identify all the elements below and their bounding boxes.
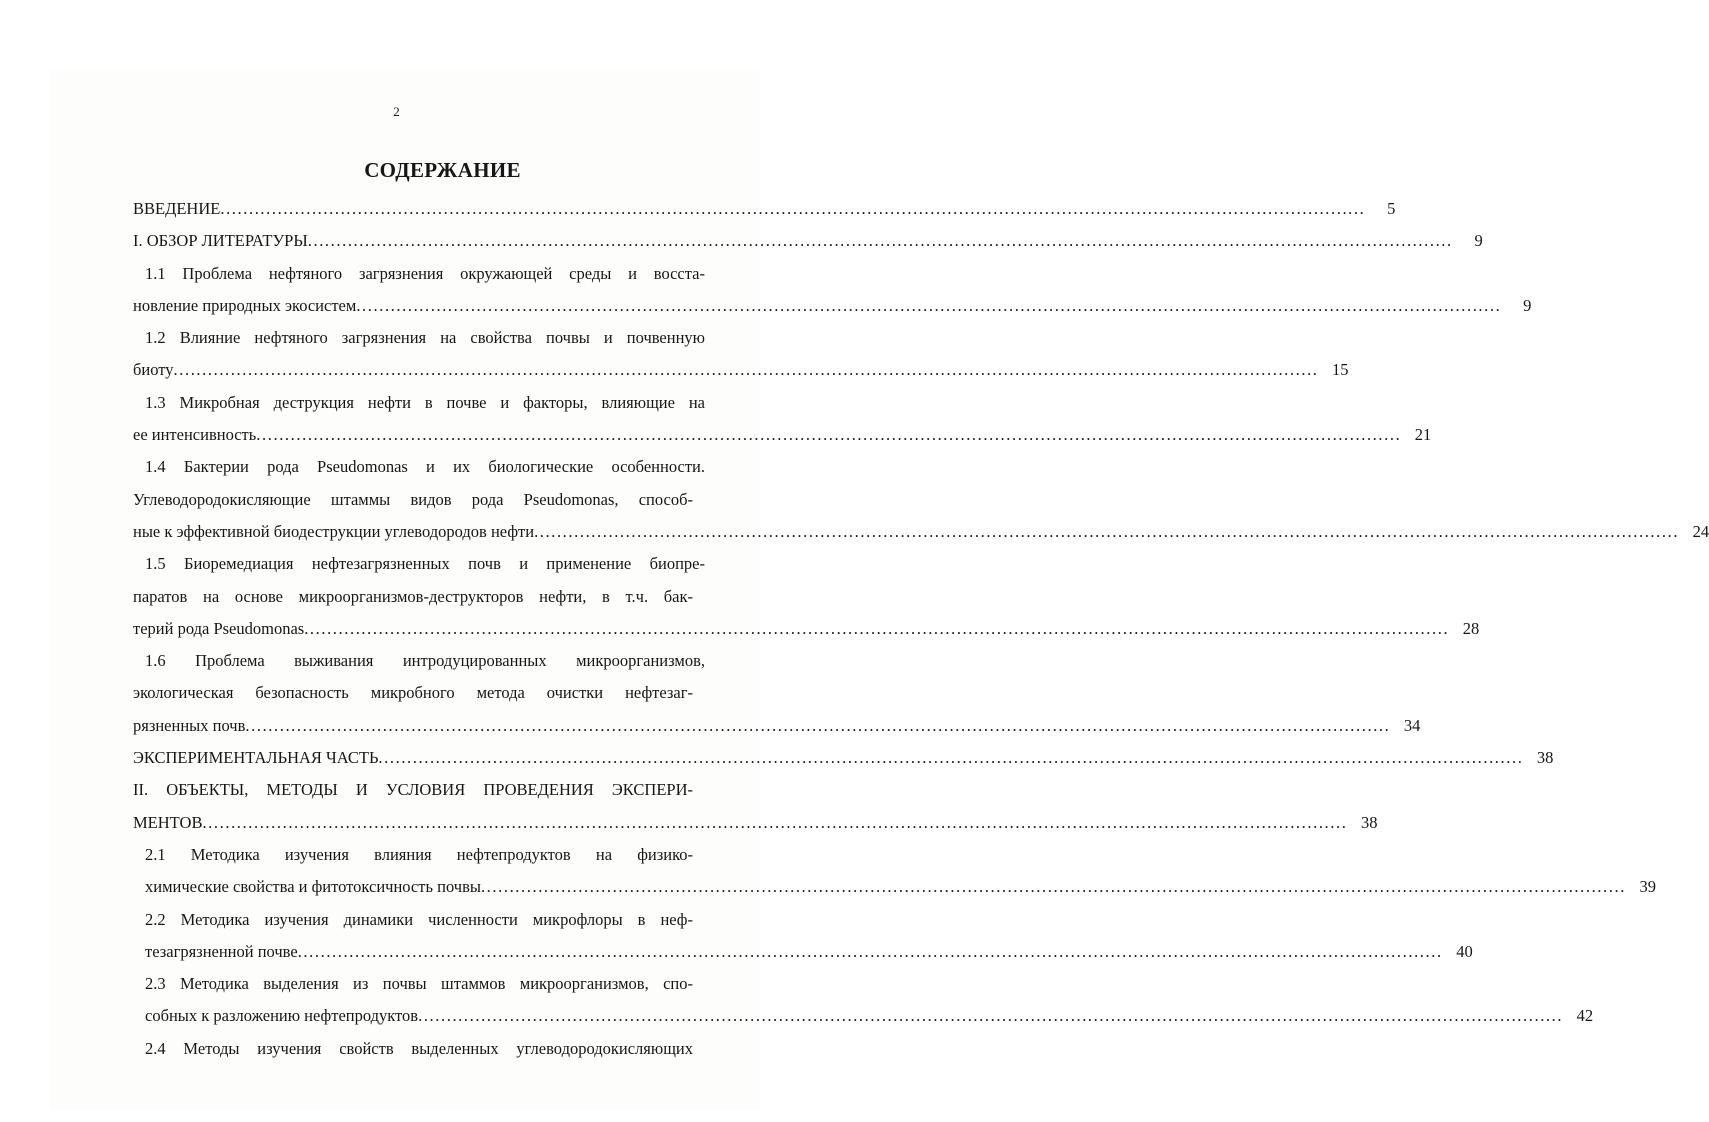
toc-entry-text: терий рода Pseudomonas: [133, 618, 305, 638]
toc-entry-page: 5: [1387, 199, 1396, 218]
toc-entry-last-line: [133, 419, 1432, 451]
toc-entry: [133, 387, 1432, 452]
toc-entry-line: 2.3 Методика выделения из почвы штаммов микроорганизмов, спо-: [145, 974, 693, 994]
toc-entry: [133, 451, 1709, 548]
toc-entry-last-line: [133, 290, 1532, 322]
toc-entry-text: ее интенсивность: [133, 425, 257, 445]
toc-entry-page: 40: [1456, 941, 1473, 961]
toc-entry-page: 21: [1414, 425, 1432, 445]
toc-entry-last-line: [133, 516, 1709, 548]
toc-entry-last-line: [133, 354, 1349, 386]
toc-entry-text: МЕНТОВ: [133, 812, 203, 832]
dot-leader: ........................................................................................................................................................................................................: [202, 812, 1348, 832]
dot-leader: ........................................................................................................................................................................................................: [418, 1006, 1564, 1026]
toc-entry: [133, 322, 1349, 387]
toc-entry-page: 9: [1474, 231, 1483, 251]
toc-entry-last-line: [133, 613, 1480, 645]
toc-entry: [133, 225, 1483, 257]
dot-leader: ........................................................................................................................................................................................................: [256, 425, 1402, 445]
dot-leader: ........................................................................................................................................................................................................: [378, 748, 1524, 768]
toc-entry-last-line: [133, 1000, 1594, 1032]
toc-entry-page: 24: [1692, 521, 1709, 541]
toc-entry-page: 15: [1332, 360, 1349, 380]
toc-entry: [133, 968, 1594, 1033]
toc-entry-last-line: [133, 807, 1378, 839]
toc-entry-line: 1.5 Биоремедиация нефтезагрязненных почв и применение биопре-: [145, 554, 705, 574]
toc-entry-line: 2.2 Методика изучения динамики численности микрофлоры в неф-: [145, 909, 693, 929]
toc-entry-text: ВВЕДЕНИЕ: [133, 199, 221, 218]
toc-entry-text: химические свойства и фитотоксичность почвы: [145, 877, 481, 897]
toc-entry: [133, 548, 1480, 645]
toc-entry-text: ные к эффективной биодеструкции углеводородов нефти: [133, 521, 535, 541]
dot-leader: ........................................................................................................................................................................................................: [220, 199, 1366, 218]
toc-entry-line: паратов на основе микроорганизмов-деструкторов нефти, в т.ч. бак-: [133, 586, 693, 606]
toc-entry: [133, 193, 1396, 225]
toc-entry-last-line: [133, 936, 1473, 968]
toc-entry-line: 1.1 Проблема нефтяного загрязнения окружающей среды и восста-: [145, 263, 705, 283]
toc-entry-last-line: [133, 871, 1656, 903]
dot-leader: ........................................................................................................................................................................................................: [173, 360, 1319, 380]
toc-entry-page: 39: [1639, 877, 1656, 897]
toc-entry-last-line: [133, 710, 1421, 742]
toc-entry-line: 1.3 Микробная деструкция нефти в почве и факторы, влияющие на: [145, 392, 705, 412]
toc-entry-line: 1.6 Проблема выживания интродуцированных микроорганизмов,: [145, 651, 705, 671]
toc-entry-line: 2.4 Методы изучения свойств выделенных углеводородокисляющих: [145, 1038, 693, 1058]
page-number: 2: [393, 104, 400, 119]
toc-entry-line: II. ОБЪЕКТЫ, МЕТОДЫ И УСЛОВИЯ ПРОВЕДЕНИЯ ЭКСПЕРИ-: [133, 780, 693, 800]
toc-entry: [133, 258, 1532, 323]
dot-leader: ........................................................................................................................................................................................................: [356, 295, 1502, 315]
toc-entry: [133, 742, 1554, 774]
toc-title: СОДЕРЖАНИЕ: [364, 158, 521, 182]
dot-leader: ........................................................................................................................................................................................................: [480, 877, 1626, 897]
dot-leader: ........................................................................................................................................................................................................: [304, 618, 1450, 638]
dot-leader: ........................................................................................................................................................................................................: [297, 941, 1443, 961]
toc-entry-text: I. ОБЗОР ЛИТЕРАТУРЫ: [133, 231, 308, 251]
toc-entry: [133, 645, 1421, 742]
dot-leader: ........................................................................................................................................................................................................: [245, 715, 1391, 735]
toc-entry-line: 2.1 Методика изучения влияния нефтепродуктов на физико-: [145, 844, 693, 864]
toc-entry-page: 38: [1536, 748, 1554, 768]
toc-entry-line: Углеводородокисляющие штаммы видов рода Pseudomonas, способ-: [133, 489, 693, 509]
toc-entry-line: 1.4 Бактерии рода Pseudomonas и их биологические особенности.: [145, 457, 705, 477]
toc-entry-text: ЭКСПЕРИМЕНТАЛЬНАЯ ЧАСТЬ: [133, 748, 379, 768]
toc-entry-text: тезагрязненной почве: [145, 941, 298, 961]
toc-entry-text: биоту: [133, 360, 174, 380]
toc-entry-page: 42: [1576, 1006, 1594, 1026]
dot-leader: ........................................................................................................................................................................................................: [534, 521, 1680, 541]
toc-entry: [133, 904, 1473, 969]
toc-entry-text: новление природных экосистем: [133, 295, 357, 315]
toc-entry-page: 38: [1360, 812, 1378, 832]
toc-entry-last-line: [133, 225, 1483, 257]
toc-entry: [133, 839, 1656, 904]
toc-entry-text: рязненных почв: [133, 715, 246, 735]
toc-entry-line: экологическая безопасность микробного метода очистки нефтезаг-: [133, 683, 693, 703]
toc-entry-line: 1.2 Влияние нефтяного загрязнения на свойства почвы и почвенную: [145, 328, 705, 348]
toc-entry-text: собных к разложению нефтепродуктов: [145, 1006, 419, 1026]
toc-entry-last-line: [133, 193, 1396, 225]
table-of-contents: [133, 193, 1709, 1065]
toc-entry-page: 9: [1523, 295, 1532, 315]
toc-entry-last-line: [133, 742, 1554, 774]
toc-entry: [133, 774, 1378, 839]
toc-entry-page: 28: [1462, 618, 1480, 638]
dot-leader: ........................................................................................................................................................................................................: [307, 231, 1453, 251]
toc-entry-page: 34: [1403, 715, 1421, 735]
toc-entry: [133, 1033, 723, 1065]
